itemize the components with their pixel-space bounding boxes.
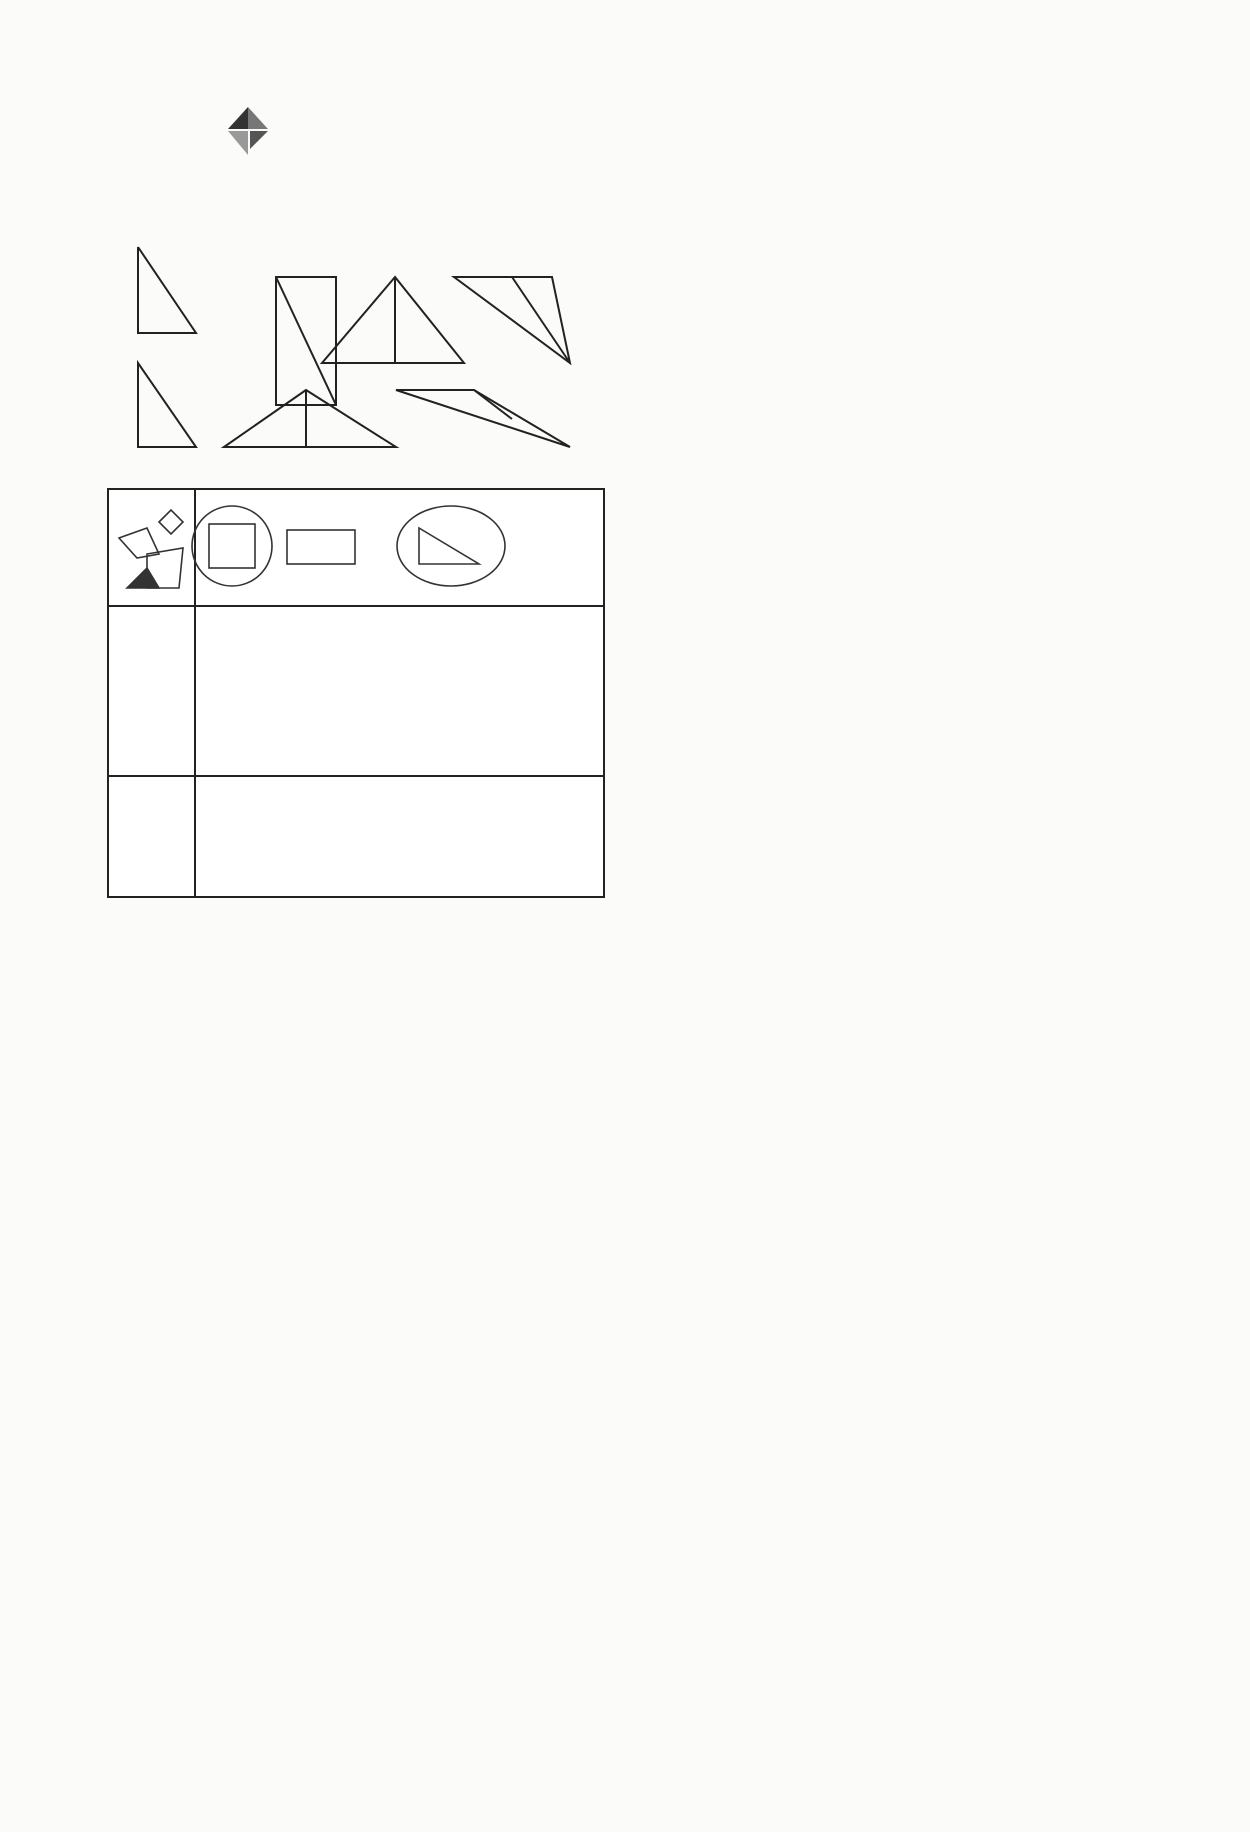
tangram-decomposition-table	[107, 488, 605, 898]
dot-grid-triangles-figure	[100, 235, 590, 455]
section-diamond-icon	[226, 105, 270, 157]
